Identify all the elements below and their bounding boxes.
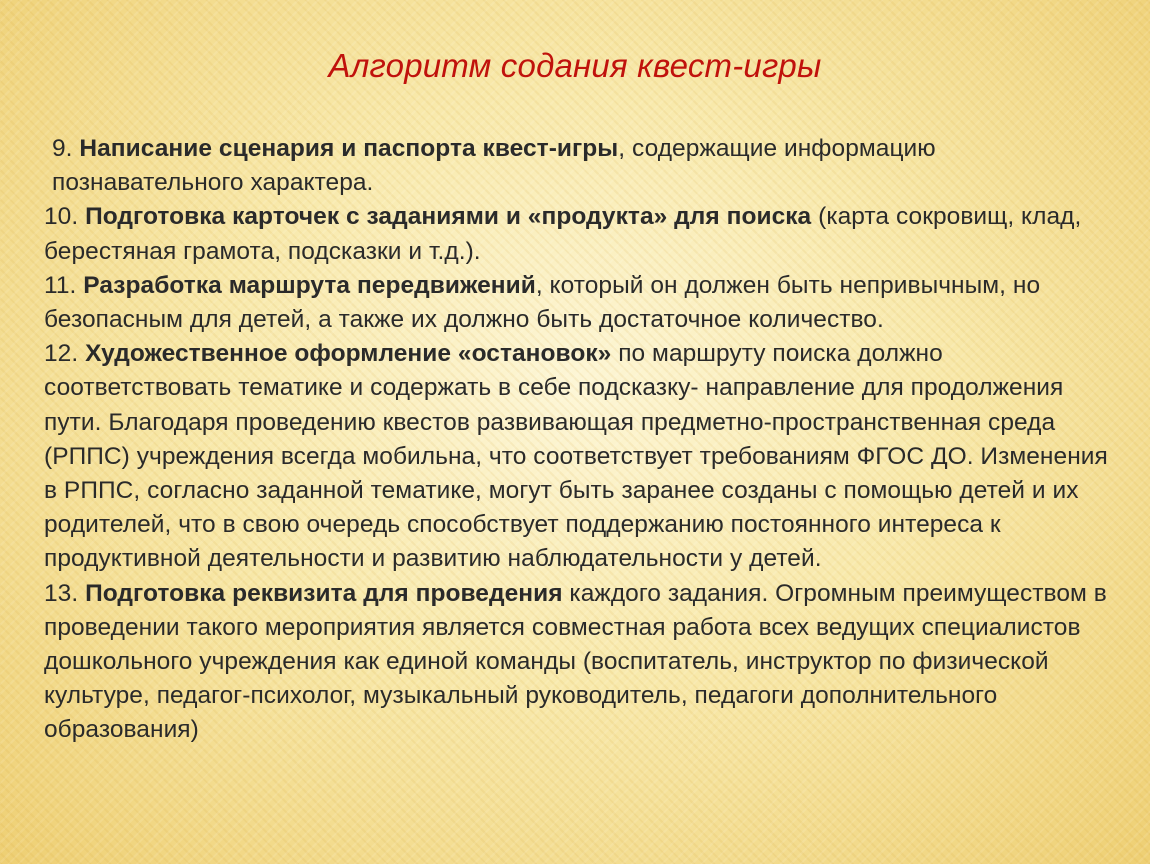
item-heading: Подготовка карточек с заданиями и «продукта» для поиска: [85, 203, 812, 231]
item-text: по маршруту поиска должно соответствовать тематике и содержать в себе подсказку- направление для продолжения пути. Благодаря проведению квестов развивающая предметно-пространственная среда (РППС) учреждения всегда мобильна, что соответствует требованиям ФГОС ДО. Изменения в РППС, согласно заданной тематике, могут быть заранее созданы с помощью детей и их родителей, что в свою очередь способствует поддержанию постоянного интереса к продуктивной деятельности и развитию наблюдательности у детей.: [44, 340, 1108, 573]
item-text: каждого задания. Огромным преимуществом в проведении такого мероприятия является совместная работа всех ведущих специалистов дошкольного учреждения как единой команды (воспитатель, инструктор по физической культуре, педагог-психолог, музыкальный руководитель, педагоги дополнительного образования): [44, 579, 1107, 744]
item-text: , содержащие информацию познавательного характера.: [52, 135, 936, 197]
item-number: 13.: [44, 579, 86, 607]
item-number: 11.: [44, 271, 84, 299]
list-item-9: [44, 132, 1124, 200]
item-heading: Художественное оформление «остановок»: [85, 340, 612, 368]
item-text: (карта сокровищ, клад, берестяная грамота, подсказки и т.д.).: [44, 203, 1082, 265]
item-text: , который он должен быть непривычным, но безопасным для детей, а также их должно быть достаточное количество.: [44, 271, 1041, 334]
item-number: 9.: [52, 135, 80, 162]
item-heading: Написание сценария и паспорта квест-игры: [79, 135, 619, 162]
item-number: 12.: [44, 340, 86, 368]
item-heading: Подготовка реквизита для проведения: [85, 579, 563, 607]
item-number: 10.: [44, 203, 86, 231]
list-item-11: [44, 269, 1124, 337]
slide-title: Алгоритм содания квест-игры: [328, 47, 822, 84]
list-item-10: [44, 200, 1124, 268]
item-heading: Разработка маршрута передвижений: [83, 271, 536, 299]
list-item-13: [44, 577, 1124, 748]
slide-body: [44, 132, 1124, 748]
list-item-12: [44, 337, 1124, 576]
